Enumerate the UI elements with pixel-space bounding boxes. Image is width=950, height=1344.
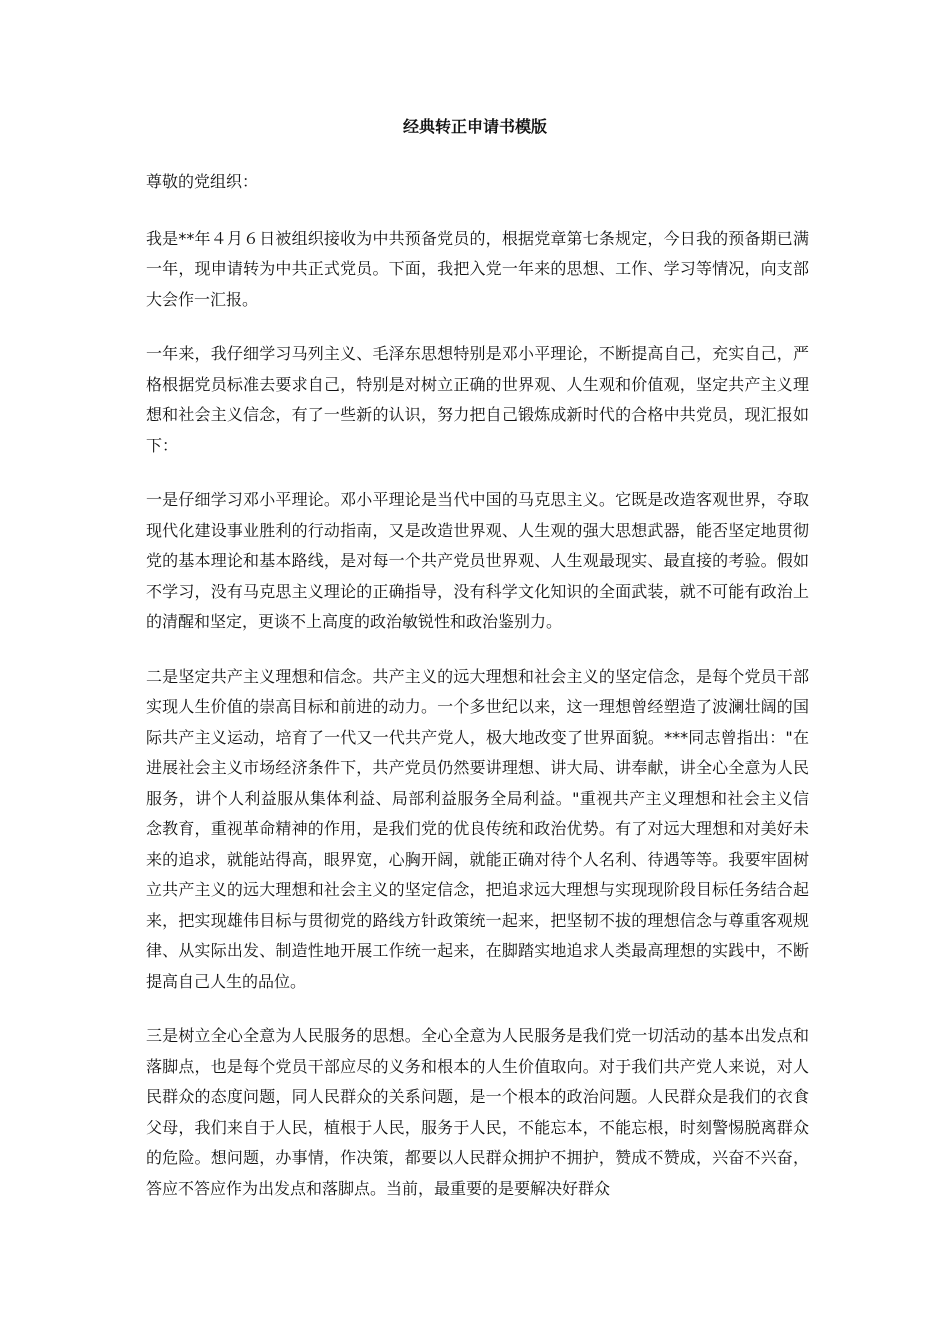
paragraph-point-two: 二是坚定共产主义理想和信念。共产主义的远大理想和社会主义的坚定信念，是每个党员干部实现人生价值的崇高目标和前进的动力。一个多世纪以来，这一理想曾经塑造了波澜壮阔的国际共产主义运动，培育了一代又一代共产党人，极大地改变了世界面貌。***同志曾指出："在进展社会主义市场经济条件下，共产党员仍然要讲理想、讲大局、讲奉献，讲全心全意为人民服务，讲个人利益服从集体利益、局部利益服务全局利益。"重视共产主义理想和社会主义信念教育，重视革命精神的作用，是我们党的优良传统和政治优势。有了对远大理想和对美好未来的追求，就能站得高，眼界宽，心胸开阔，就能正确对待个人名利、待遇等等。我要牢固树立共产主义的远大理想和社会主义的坚定信念，把追求远大理想与实现现阶段目标任务结合起来，把实现雄伟目标与贯彻党的路线方针政策统一起来，把坚韧不拔的理想信念与尊重客观规律、从实际出发、制造性地开展工作统一起来，在脚踏实地追求人类最高理想的实践中，不断提高自己人生的品位。 bbox=[146, 666, 809, 991]
paragraph-point-one: 一是仔细学习邓小平理论。邓小平理论是当代中国的马克思主义。它既是改造客观世界，夺取现代化建设事业胜利的行动指南，又是改造世界观、人生观的强大思想武器，能否坚定地贯彻党的基本理论和基本路线，是对每一个共产党员世界观、人生观最现实、最直接的考验。假如不学习，没有马克思主义理论的正确指导，没有科学文化知识的全面武装，就不可能有政治上的清醒和坚定，更谈不上高度的政治敏锐性和政治鉴别力。 bbox=[146, 490, 809, 631]
paragraph-summary: 一年来，我仔细学习马列主义、毛泽东思想特别是邓小平理论，不断提高自己，充实自己，严格根据党员标准去要求自己，特别是对树立正确的世界观、人生观和价值观，坚定共产主义理想和社会主义信念，有了一些新的认识，努力把自己锻炼成新时代的合格中共党员，现汇报如下： bbox=[146, 344, 809, 455]
paragraph-point-three: 三是树立全心全意为人民服务的思想。全心全意为人民服务是我们党一切活动的基本出发点和落脚点，也是每个党员干部应尽的义务和根本的人生价值取向。对于我们共产党人来说，对人民群众的态度问题，同人民群众的关系问题，是一个根本的政治问题。人民群众是我们的衣食父母，我们来自于人民，植根于人民，服务于人民，不能忘本，不能忘根，时刻警惕脱离群众的危险。想问题，办事情，作决策，都要以人民群众拥护不拥护，赞成不赞成，兴奋不兴奋，答应不答应作为出发点和落脚点。当前，最重要的是要解决好群众 bbox=[146, 1026, 809, 1198]
document-body bbox=[146, 167, 809, 1228]
document-title: 经典转正申请书模版 bbox=[402, 117, 547, 136]
greeting: 尊敬的党组织： bbox=[146, 172, 259, 191]
paragraph-intro: 我是**年４月６日被组织接收为中共预备党员的，根据党章第七条规定，今日我的预备期已满一年，现申请转为中共正式党员。下面，我把入党一年来的思想、工作、学习等情况，向支部大会作一汇报。 bbox=[146, 228, 809, 309]
